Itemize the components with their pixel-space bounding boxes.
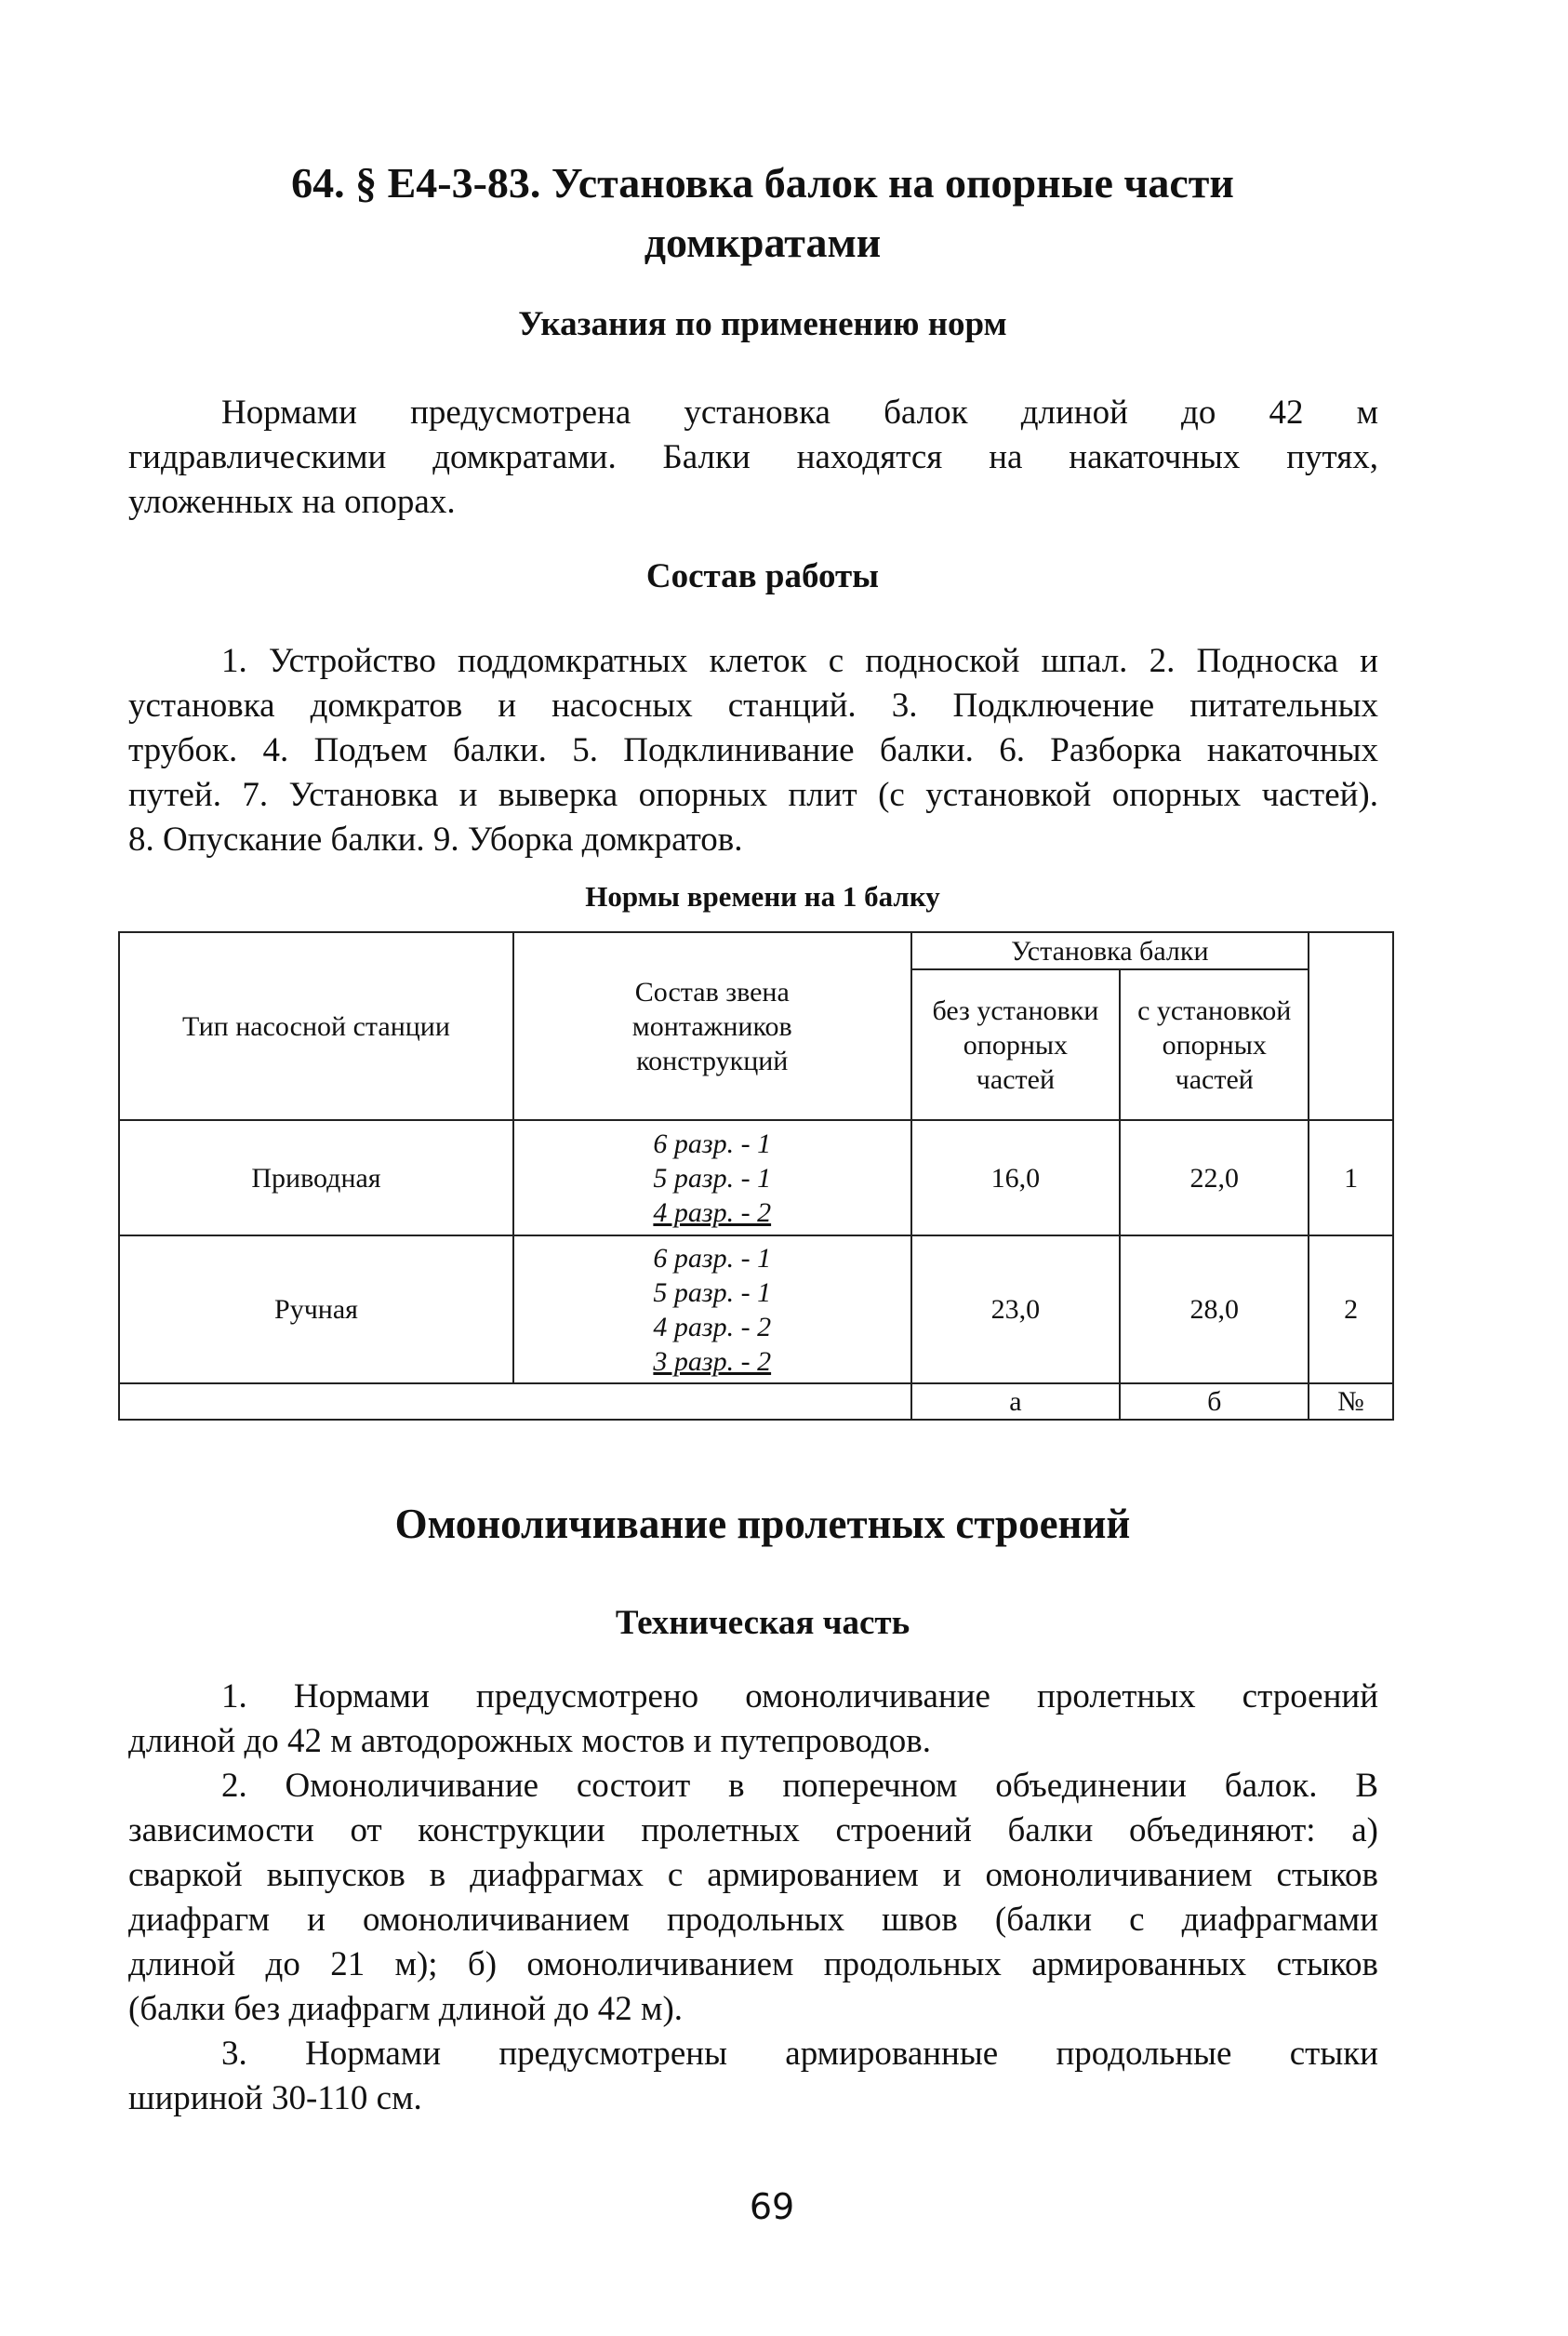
footer-a: а: [911, 1383, 1121, 1420]
cell-crew: [513, 1235, 911, 1383]
usage-line: Нормами предусмотрена установка балок длиной до 42 м: [221, 394, 1378, 432]
footer-b: б: [1120, 1383, 1309, 1420]
technical-line: 3. Нормами предусмотрены армированные продольные стыки: [221, 2035, 1378, 2073]
technical-line: зависимости от конструкции пролетных строений балки объединяют: а): [128, 1811, 1378, 1849]
header-station-type: Тип насосной станции: [119, 932, 513, 1120]
work-line: 8. Опускание балки. 9. Уборка домкратов.: [128, 821, 743, 859]
technical-line: длиной до 42 м автодорожных мостов и путепроводов.: [128, 1722, 931, 1760]
work-line: путей. 7. Установка и выверка опорных плит (с установкой опорных частей).: [128, 776, 1378, 814]
page-number: 69: [749, 2186, 795, 2227]
usage-paragraph: [128, 391, 1378, 525]
crew-line: 4 разр. - 2: [653, 1311, 772, 1342]
technical-line: шириной 30-110 см.: [128, 2079, 422, 2117]
header-without-bearings: без установки опорных частей: [911, 969, 1121, 1120]
header-with-bearings: с установкой опорных частей: [1120, 969, 1309, 1120]
work-line: трубок. 4. Подъем балки. 5. Подклинивание балки. 6. Разборка накаточных: [128, 731, 1378, 769]
cell-station-type: Ручная: [119, 1235, 513, 1383]
technical-line: (балки без диафрагм длиной до 42 м).: [128, 1990, 684, 2028]
crew-line: 5 разр. - 1: [653, 1162, 772, 1194]
work-line: 1. Устройство поддомкратных клеток с подноской шпал. 2. Подноска и: [221, 642, 1378, 680]
cell-row-number: 1: [1309, 1120, 1393, 1235]
crew-line: 6 разр. - 1: [653, 1128, 772, 1159]
header-blank: [1309, 932, 1393, 1120]
monolith-title: Омоноличивание пролетных строений: [394, 1501, 1131, 1547]
header-crew: Состав звена монтажников конструкций: [513, 932, 911, 1120]
technical-line: 2. Омоноличивание состоит в поперечном объединении балок. В: [221, 1767, 1378, 1805]
section-title: [121, 154, 1404, 273]
table-row: [119, 1235, 1393, 1383]
cell-station-type: Приводная: [119, 1120, 513, 1235]
norms-table: [118, 931, 1394, 1421]
table-header-row: [119, 932, 1393, 969]
usage-heading: Указания по применению норм: [518, 305, 1007, 343]
cell-value-a: 16,0: [911, 1120, 1121, 1235]
technical-paragraph-3: [128, 2032, 1378, 2121]
technical-line: сваркой выпусков в диафрагмах с армированием и омоноличиванием стыков: [128, 1856, 1378, 1894]
cell-value-b: 22,0: [1120, 1120, 1309, 1235]
table-caption: Нормы времени на 1 балку: [585, 880, 940, 913]
cell-crew: [513, 1120, 911, 1235]
crew-line: 6 разр. - 1: [653, 1242, 772, 1274]
usage-line: уложенных на опорах.: [128, 483, 456, 521]
technical-line: 1. Нормами предусмотрено омоноличивание пролетных строений: [221, 1677, 1378, 1715]
technical-paragraph-2: [128, 1764, 1378, 2032]
footer-no: №: [1309, 1383, 1393, 1420]
cell-row-number: 2: [1309, 1235, 1393, 1383]
usage-line: гидравлическими домкратами. Балки находятся на накаточных путях,: [128, 438, 1378, 476]
work-paragraph: [128, 639, 1378, 862]
technical-line: диафрагм и омоноличиванием продольных швов (балки с диафрагмами: [128, 1901, 1378, 1939]
crew-line: 5 разр. - 1: [653, 1276, 772, 1308]
section-title-line-1: 64. § Е4-3-83. Установка балок на опорные части: [291, 159, 1234, 207]
section-title-line-2: домкратами: [644, 219, 882, 266]
crew-line: 4 разр. - 2: [653, 1196, 772, 1228]
work-line: установка домкратов и насосных станций. 3. Подключение питательных: [128, 687, 1378, 725]
crew-line: 3 разр. - 2: [653, 1345, 772, 1377]
technical-paragraph-1: [128, 1675, 1378, 1764]
footer-blank: [119, 1383, 911, 1420]
table-row: [119, 1120, 1393, 1235]
technical-line: длиной до 21 м); б) омоноличиванием продольных армированных стыков: [128, 1945, 1378, 1983]
cell-value-a: 23,0: [911, 1235, 1121, 1383]
work-heading: Состав работы: [645, 557, 880, 595]
cell-value-b: 28,0: [1120, 1235, 1309, 1383]
technical-heading: Техническая часть: [615, 1604, 910, 1642]
header-installation: Установка балки: [911, 932, 1309, 969]
table-footer-row: [119, 1383, 1393, 1420]
